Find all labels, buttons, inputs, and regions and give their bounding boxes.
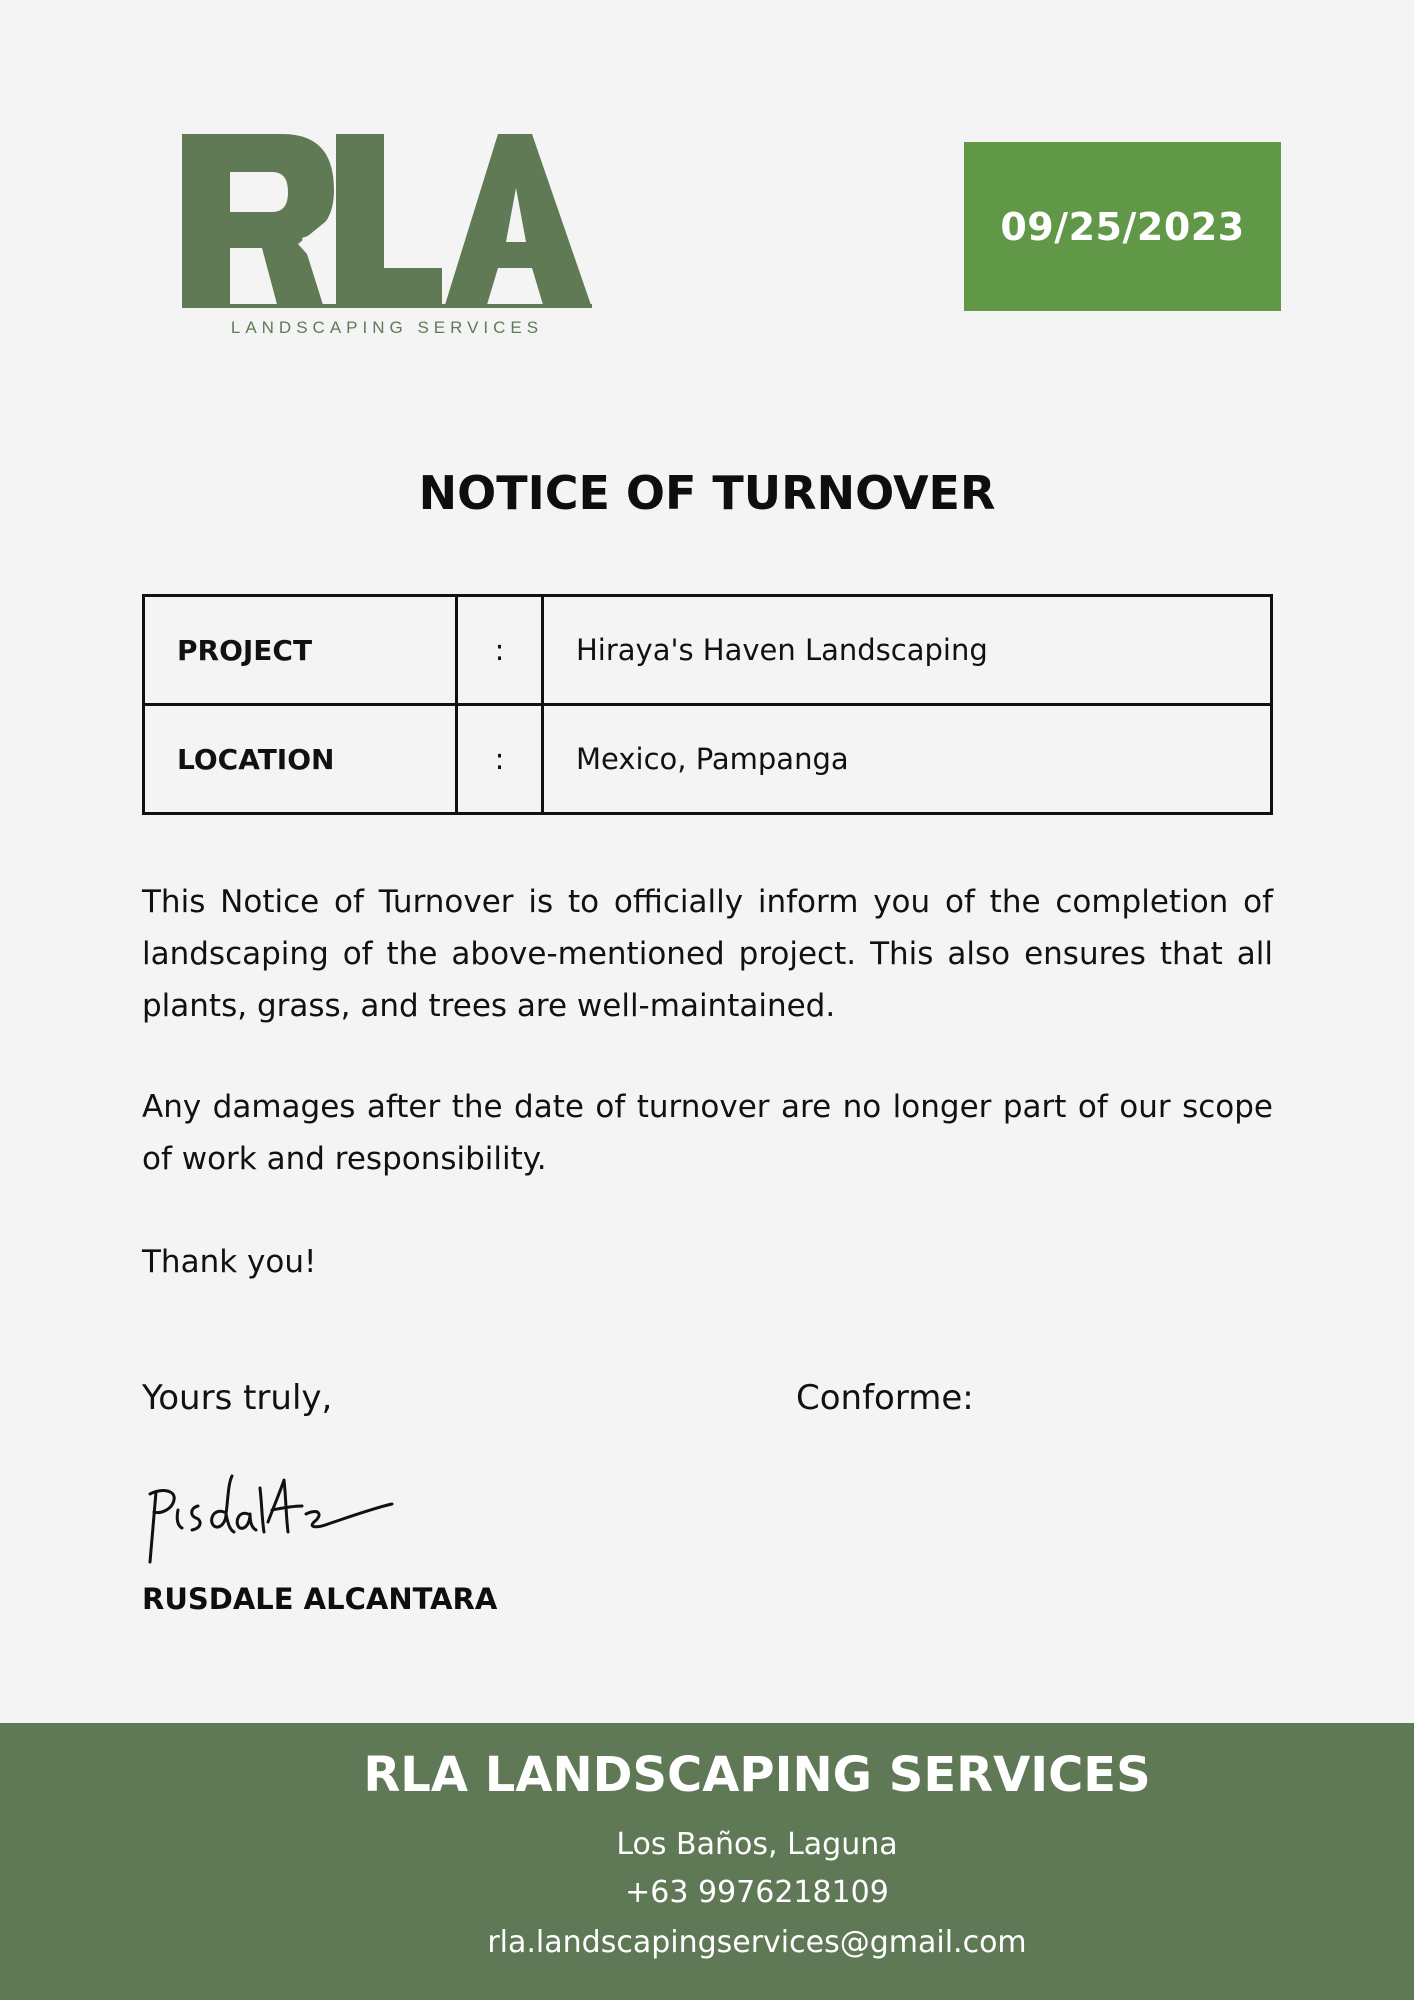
project-value: Hiraya's Haven Landscaping	[543, 596, 1272, 705]
date-badge	[964, 142, 1281, 311]
footer	[0, 1723, 1414, 2000]
table-row-project	[144, 596, 1272, 705]
closing-yours-truly: Yours truly,	[142, 1378, 333, 1418]
company-logo	[180, 132, 594, 342]
rla-logo-mark	[180, 132, 594, 312]
project-label: PROJECT	[144, 596, 457, 705]
logo-tagline: LANDSCAPING SERVICES	[230, 318, 544, 337]
location-value: Mexico, Pampanga	[543, 705, 1272, 814]
location-label: LOCATION	[144, 705, 457, 814]
body-paragraph-damages: Any damages after the date of turnover are no longer part of our scope of work and responsibility.	[142, 1089, 1273, 1177]
footer-company-name: RLA LANDSCAPING SERVICES	[363, 1747, 1151, 1803]
page-title: NOTICE OF TURNOVER	[418, 466, 996, 520]
signature-image	[142, 1470, 402, 1570]
table-row-location	[144, 705, 1272, 814]
notice-date: 09/25/2023	[1000, 204, 1245, 249]
project-separator: :	[457, 596, 543, 705]
signer-name: RUSDALE ALCANTARA	[142, 1582, 498, 1616]
footer-phone: +63 9976218109	[625, 1875, 889, 1910]
footer-address: Los Baños, Laguna	[616, 1827, 898, 1862]
body-thanks: Thank you!	[142, 1244, 317, 1280]
details-table	[142, 594, 1273, 815]
closing-conforme: Conforme:	[796, 1378, 974, 1418]
body-paragraph-completion: This Notice of Turnover is to officially inform you of the completion of landscaping of the above-mentioned project. This also ensures that all plants, grass, and trees are well-maintained.	[142, 884, 1273, 1024]
location-separator: :	[457, 705, 543, 814]
footer-email: rla.landscapingservices@gmail.com	[487, 1925, 1027, 1960]
